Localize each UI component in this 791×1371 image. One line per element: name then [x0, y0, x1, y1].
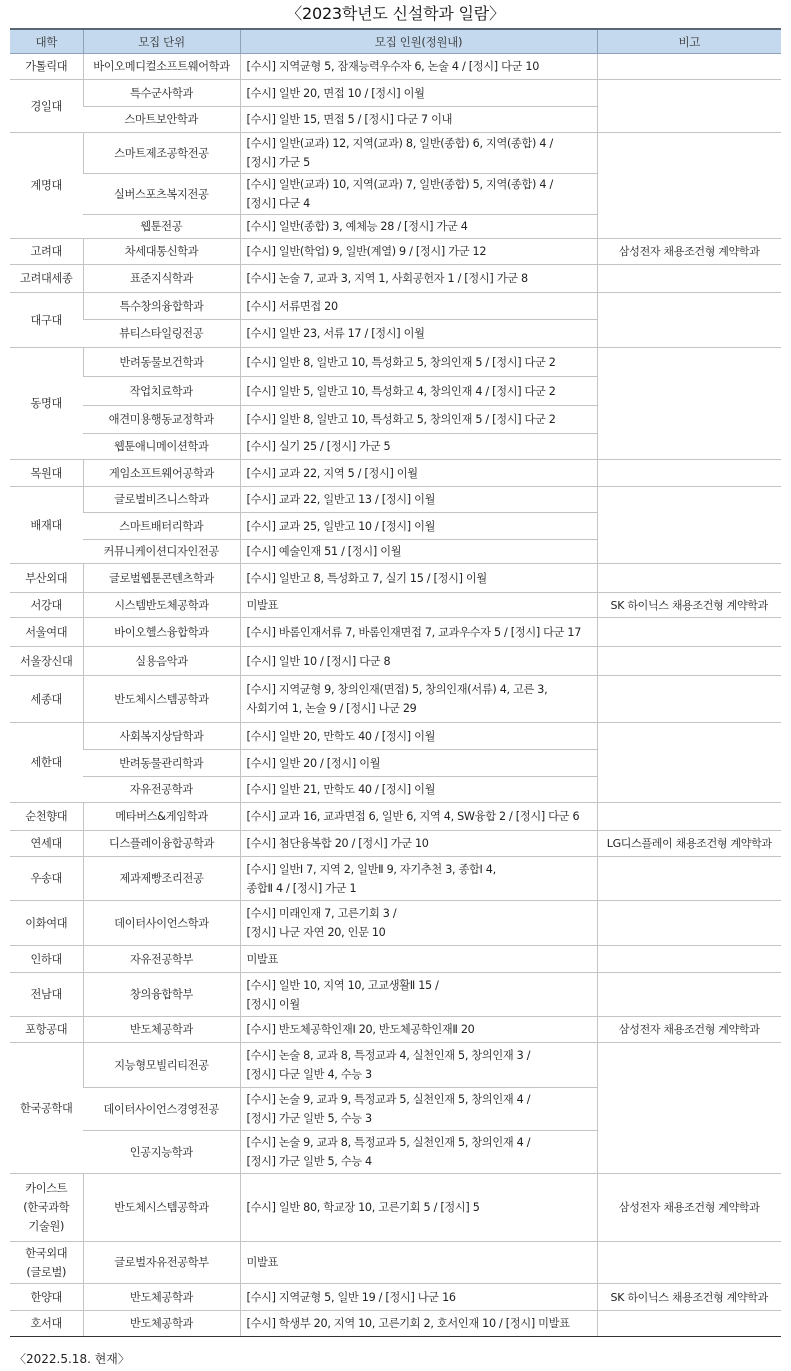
note-cell: SK 하이닉스 채용조건형 계약학과	[597, 593, 781, 618]
quota-cell: [수시] 학생부 20, 지역 10, 고른기회 2, 호서인재 10 / [정시] 미발표	[240, 1311, 597, 1337]
quota-cell: 미발표	[240, 1242, 597, 1284]
note-cell	[597, 1043, 781, 1174]
quota-cell: [수시] 일반 20, 면접 10 / [정시] 이월	[240, 80, 597, 107]
table-row	[10, 487, 781, 513]
note-cell	[597, 487, 781, 564]
recruit-unit-cell: 사회복지상담학과	[83, 723, 240, 750]
note-cell	[597, 265, 781, 293]
note-cell	[597, 803, 781, 831]
note-cell	[597, 460, 781, 487]
university-cell: 순천향대	[10, 803, 83, 831]
recruit-unit-cell: 뷰티스타일링전공	[83, 320, 240, 348]
table-row	[10, 803, 781, 831]
table-row	[10, 1043, 781, 1088]
quota-cell: [수시] 논술 8, 교과 8, 특정교과 4, 실천인재 5, 창의인재 3 / [정시] 다군 일반 4, 수능 3	[240, 1043, 597, 1088]
recruit-unit-cell: 반도체공학과	[83, 1017, 240, 1043]
quota-cell: [수시] 일반 20, 만학도 40 / [정시] 이월	[240, 723, 597, 750]
table-row	[10, 564, 781, 593]
header-university: 대학	[10, 29, 83, 54]
recruit-unit-cell: 게임소프트웨어공학과	[83, 460, 240, 487]
quota-cell: 미발표	[240, 946, 597, 973]
header-unit: 모집 단위	[83, 29, 240, 54]
quota-cell: [수시] 일반 21, 만학도 40 / [정시] 이월	[240, 777, 597, 803]
header-quota: 모집 인원(정원내)	[240, 29, 597, 54]
note-cell	[597, 564, 781, 593]
recruit-unit-cell: 표준지식학과	[83, 265, 240, 293]
table-row	[10, 460, 781, 487]
table-row	[10, 54, 781, 80]
table-row	[10, 293, 781, 320]
table-body	[10, 54, 781, 1337]
university-cell: 고려대세종	[10, 265, 83, 293]
recruit-unit-cell: 스마트보안학과	[83, 107, 240, 133]
quota-cell: [수시] 논술 9, 교과 9, 특정교과 5, 실천인재 5, 창의인재 4 / [정시] 가군 일반 5, 수능 3	[240, 1088, 597, 1131]
university-cell: 서울장신대	[10, 647, 83, 676]
quota-cell: [수시] 교과 22, 지역 5 / [정시] 이월	[240, 460, 597, 487]
table-row	[10, 239, 781, 265]
university-cell: 한양대	[10, 1284, 83, 1311]
recruit-unit-cell: 디스플레이융합공학과	[83, 831, 240, 857]
recruit-unit-cell: 메타버스&게임학과	[83, 803, 240, 831]
university-cell: 세종대	[10, 676, 83, 723]
table-row	[10, 593, 781, 618]
quota-cell: [수시] 일반 5, 일반고 10, 특성화고 4, 창의인재 4 / [정시] 다군 2	[240, 377, 597, 406]
university-cell: 포항공대	[10, 1017, 83, 1043]
university-cell: 배재대	[10, 487, 83, 564]
recruit-unit-cell: 반려동물보건학과	[83, 348, 240, 377]
header-note: 비고	[597, 29, 781, 54]
university-cell: 한국공학대	[10, 1043, 83, 1174]
note-cell: LG디스플레이 채용조건형 계약학과	[597, 831, 781, 857]
quota-cell: [수시] 일반Ⅰ 7, 지역 2, 일반Ⅱ 9, 자기추천 3, 종합Ⅰ 4, 종합Ⅱ 4 / [정시] 가군 1	[240, 857, 597, 901]
recruit-unit-cell: 특수창의융합학과	[83, 293, 240, 320]
table-row	[10, 723, 781, 750]
table-row	[10, 676, 781, 723]
quota-cell: [수시] 일반 80, 학교장 10, 고른기회 5 / [정시] 5	[240, 1174, 597, 1242]
note-cell	[597, 80, 781, 133]
table-row	[10, 1311, 781, 1337]
university-cell: 연세대	[10, 831, 83, 857]
recruit-unit-cell: 글로벌비즈니스학과	[83, 487, 240, 513]
university-cell: 인하대	[10, 946, 83, 973]
table-row	[10, 133, 781, 174]
recruit-unit-cell: 시스템반도체공학과	[83, 593, 240, 618]
note-cell	[597, 1311, 781, 1337]
table-row	[10, 973, 781, 1017]
recruit-unit-cell: 차세대통신학과	[83, 239, 240, 265]
quota-cell: [수시] 일반(교과) 12, 지역(교과) 8, 일반(종합) 6, 지역(종합) 4 / [정시] 가군 5	[240, 133, 597, 174]
table-row	[10, 857, 781, 901]
table-row	[10, 80, 781, 107]
table-row	[10, 1284, 781, 1311]
university-cell: 우송대	[10, 857, 83, 901]
recruit-unit-cell: 바이오헬스융합학과	[83, 618, 240, 647]
note-cell	[597, 348, 781, 460]
recruit-unit-cell: 창의융합학부	[83, 973, 240, 1017]
note-cell: 삼성전자 채용조건형 계약학과	[597, 1017, 781, 1043]
quota-cell: [수시] 일반 8, 일반고 10, 특성화고 5, 창의인재 5 / [정시] 다군 2	[240, 406, 597, 434]
university-cell: 서강대	[10, 593, 83, 618]
quota-cell: [수시] 반도체공학인재Ⅰ 20, 반도체공학인재Ⅱ 20	[240, 1017, 597, 1043]
quota-cell: [수시] 일반 10, 지역 10, 고교생활Ⅱ 15 / [정시] 이월	[240, 973, 597, 1017]
recruit-unit-cell: 웹툰전공	[83, 215, 240, 239]
quota-cell: [수시] 미래인재 7, 고른기회 3 / [정시] 나군 자연 20, 인문 10	[240, 901, 597, 946]
recruit-unit-cell: 글로벌웹툰콘텐츠학과	[83, 564, 240, 593]
university-cell: 대구대	[10, 293, 83, 348]
recruit-unit-cell: 스마트제조공학전공	[83, 133, 240, 174]
note-cell	[597, 901, 781, 946]
note-cell: SK 하이닉스 채용조건형 계약학과	[597, 1284, 781, 1311]
university-cell: 계명대	[10, 133, 83, 239]
recruit-unit-cell: 웹툰애니메이션학과	[83, 434, 240, 460]
note-cell	[597, 973, 781, 1017]
recruit-unit-cell: 실용음악과	[83, 647, 240, 676]
note-cell: 삼성전자 채용조건형 계약학과	[597, 1174, 781, 1242]
university-cell: 목원대	[10, 460, 83, 487]
table-row	[10, 1017, 781, 1043]
recruit-unit-cell: 반도체공학과	[83, 1311, 240, 1337]
table-row	[10, 618, 781, 647]
table-row	[10, 265, 781, 293]
table-row	[10, 1242, 781, 1284]
table-row	[10, 348, 781, 377]
university-cell: 카이스트 (한국과학 기술원)	[10, 1174, 83, 1242]
table-row	[10, 831, 781, 857]
note-cell	[597, 133, 781, 239]
table-row	[10, 1174, 781, 1242]
recruit-unit-cell: 스마트배터리학과	[83, 513, 240, 540]
table-title: 〈2023학년도 신설학과 일람〉	[286, 4, 505, 23]
header-row	[10, 29, 781, 54]
recruit-unit-cell: 반려동물관리학과	[83, 750, 240, 777]
new-departments-table	[10, 28, 781, 1337]
note-cell	[597, 293, 781, 348]
note-cell	[597, 647, 781, 676]
note-cell	[597, 946, 781, 973]
recruit-unit-cell: 인공지능학과	[83, 1131, 240, 1174]
university-cell: 전남대	[10, 973, 83, 1017]
quota-cell: [수시] 교과 16, 교과면접 6, 일반 6, 지역 4, SW융합 2 / [정시] 다군 6	[240, 803, 597, 831]
recruit-unit-cell: 실버스포츠복지전공	[83, 174, 240, 215]
recruit-unit-cell: 데이터사이언스학과	[83, 901, 240, 946]
recruit-unit-cell: 반도체시스템공학과	[83, 1174, 240, 1242]
recruit-unit-cell: 자유전공학과	[83, 777, 240, 803]
quota-cell: [수시] 일반(교과) 10, 지역(교과) 7, 일반(종합) 5, 지역(종합) 4 / [정시] 다군 4	[240, 174, 597, 215]
university-cell: 서울여대	[10, 618, 83, 647]
quota-cell: [수시] 바롬인재서류 7, 바롬인재면접 7, 교과우수자 5 / [정시] 다군 17	[240, 618, 597, 647]
quota-cell: [수시] 논술 9, 교과 8, 특정교과 5, 실천인재 5, 창의인재 4 / [정시] 가군 일반 5, 수능 4	[240, 1131, 597, 1174]
quota-cell: [수시] 실기 25 / [정시] 가군 5	[240, 434, 597, 460]
note-cell: 삼성전자 채용조건형 계약학과	[597, 239, 781, 265]
recruit-unit-cell: 글로벌자유전공학부	[83, 1242, 240, 1284]
quota-cell: [수시] 첨단융복합 20 / [정시] 가군 10	[240, 831, 597, 857]
recruit-unit-cell: 애견미용행동교정학과	[83, 406, 240, 434]
recruit-unit-cell: 작업치료학과	[83, 377, 240, 406]
recruit-unit-cell: 바이오메디컬소프트웨어학과	[83, 54, 240, 80]
university-cell: 고려대	[10, 239, 83, 265]
recruit-unit-cell: 커뮤니케이션디자인전공	[83, 540, 240, 564]
quota-cell: [수시] 지역균형 5, 잠재능력우수자 6, 논술 4 / [정시] 다군 10	[240, 54, 597, 80]
quota-cell: [수시] 일반 20 / [정시] 이월	[240, 750, 597, 777]
recruit-unit-cell: 반도체공학과	[83, 1284, 240, 1311]
quota-cell: [수시] 일반(학업) 9, 일반(계열) 9 / [정시] 가군 12	[240, 239, 597, 265]
note-cell	[597, 723, 781, 803]
note-cell	[597, 1242, 781, 1284]
table-row	[10, 647, 781, 676]
recruit-unit-cell: 지능형모빌리티전공	[83, 1043, 240, 1088]
table-row	[10, 946, 781, 973]
quota-cell: [수시] 일반 8, 일반고 10, 특성화고 5, 창의인재 5 / [정시] 다군 2	[240, 348, 597, 377]
university-cell: 부산외대	[10, 564, 83, 593]
quota-cell: [수시] 일반(종합) 3, 예체능 28 / [정시] 가군 4	[240, 215, 597, 239]
university-cell: 이화여대	[10, 901, 83, 946]
university-cell: 동명대	[10, 348, 83, 460]
quota-cell: [수시] 일반 10 / [정시] 다군 8	[240, 647, 597, 676]
university-cell: 경일대	[10, 80, 83, 133]
table-row	[10, 901, 781, 946]
university-cell: 호서대	[10, 1311, 83, 1337]
recruit-unit-cell: 제과제빵조리전공	[83, 857, 240, 901]
quota-cell: [수시] 지역균형 5, 일반 19 / [정시] 나군 16	[240, 1284, 597, 1311]
university-cell: 가톨릭대	[10, 54, 83, 80]
note-cell	[597, 54, 781, 80]
recruit-unit-cell: 특수군사학과	[83, 80, 240, 107]
date-footnote: 〈2022.5.18. 현재〉	[14, 1352, 130, 1366]
quota-cell: [수시] 교과 22, 일반고 13 / [정시] 이월	[240, 487, 597, 513]
university-cell: 한국외대 (글로벌)	[10, 1242, 83, 1284]
note-cell	[597, 857, 781, 901]
note-cell	[597, 618, 781, 647]
quota-cell: 미발표	[240, 593, 597, 618]
recruit-unit-cell: 반도체시스템공학과	[83, 676, 240, 723]
recruit-unit-cell: 데이터사이언스경영전공	[83, 1088, 240, 1131]
note-cell	[597, 676, 781, 723]
quota-cell: [수시] 예술인재 51 / [정시] 이월	[240, 540, 597, 564]
university-cell: 세한대	[10, 723, 83, 803]
quota-cell: [수시] 교과 25, 일반고 10 / [정시] 이월	[240, 513, 597, 540]
quota-cell: [수시] 일반고 8, 특성화고 7, 실기 15 / [정시] 이월	[240, 564, 597, 593]
quota-cell: [수시] 일반 15, 면접 5 / [정시] 다군 7 이내	[240, 107, 597, 133]
quota-cell: [수시] 서류면접 20	[240, 293, 597, 320]
quota-cell: [수시] 일반 23, 서류 17 / [정시] 이월	[240, 320, 597, 348]
quota-cell: [수시] 논술 7, 교과 3, 지역 1, 사회공헌자 1 / [정시] 가군 8	[240, 265, 597, 293]
quota-cell: [수시] 지역균형 9, 창의인재(면접) 5, 창의인재(서류) 4, 고른 3, 사회기여 1, 논술 9 / [정시] 나군 29	[240, 676, 597, 723]
recruit-unit-cell: 자유전공학부	[83, 946, 240, 973]
